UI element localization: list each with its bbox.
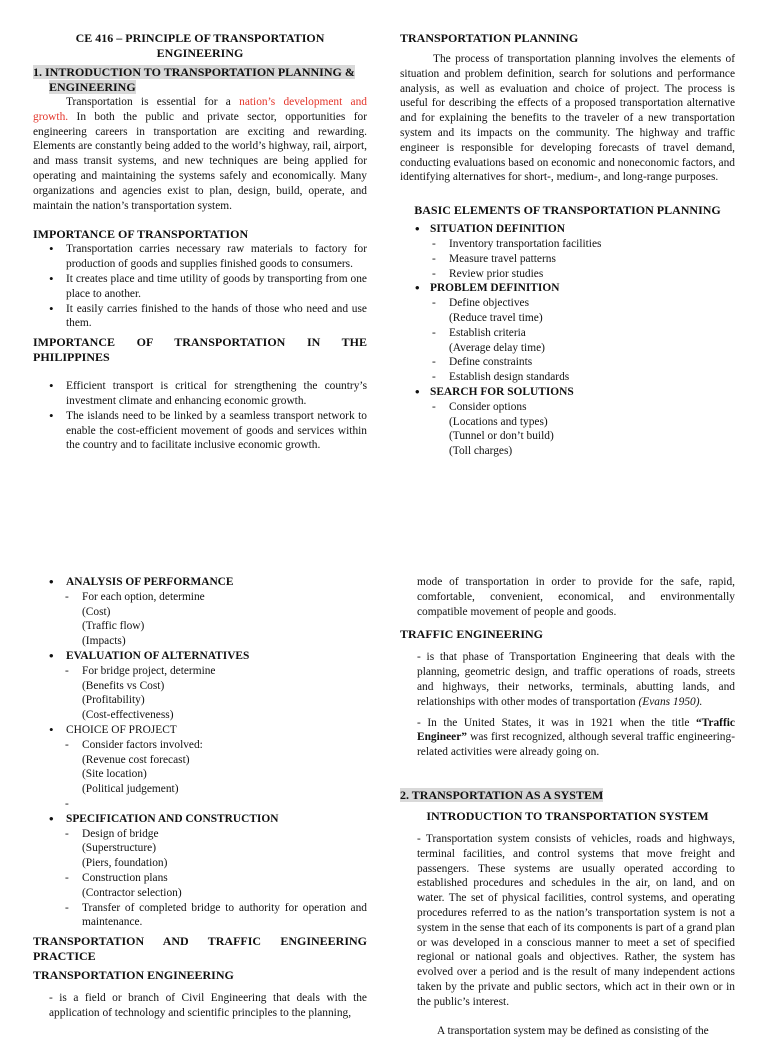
importance-list — [33, 242, 367, 331]
sub-note: (Piers, foundation) — [82, 857, 168, 870]
intro-text-start: Transportation is essential for a — [66, 96, 240, 108]
traffic-paragraph-1 — [400, 650, 735, 709]
list-item: - Transfer of completed bridge to authority for operation and maintenance. — [33, 901, 367, 931]
list-item: - Establish design standards — [400, 370, 735, 385]
search-sublist — [400, 400, 735, 415]
te-heading: TRANSPORTATION ENGINEERING — [33, 968, 234, 983]
column-bottom-left — [33, 575, 367, 1021]
ph-list — [33, 379, 367, 453]
basic-list — [400, 222, 735, 237]
traffic-definition: - is that phase of Transportation Engineering that deals with the planning, geometric design, and traffic operations of roads, streets and highways, their networks, terminals, abutting lands, and relationships with other modes of transportation — [417, 651, 735, 708]
sub-note: (Impacts) — [82, 635, 126, 648]
sub-note: (Profitability) — [82, 694, 145, 707]
list-item — [33, 797, 367, 812]
list-item: - Review prior studies — [400, 267, 735, 282]
empty-dash — [33, 797, 367, 812]
traffic-history-start: - In the United States, it was in 1921 when the title — [417, 716, 696, 729]
situation-sublist — [400, 237, 735, 281]
traffic-heading: TRAFFIC ENGINEERING — [400, 627, 544, 642]
definition-line: A transportation system may be defined as consisting of the — [437, 1024, 709, 1037]
search-item: • SEARCH FOR SOLUTIONS — [400, 385, 735, 400]
section1-heading — [33, 65, 367, 95]
traffic-engineer-title: “Traffic Engineer” — [417, 716, 735, 744]
ttep-heading: TRANSPORTATION AND TRAFFIC ENGINEERING PRACTICE — [33, 934, 367, 964]
sub-note: (Cost) — [82, 605, 111, 618]
list-item: • Efficient transport is critical for strengthening the country’s investment climate and enhancing economic growth. — [33, 379, 367, 409]
sub-note: (Traffic flow) — [82, 620, 145, 633]
section1-heading-text: 1. INTRODUCTION TO TRANSPORTATION PLANNING & ENGINEERING — [33, 65, 355, 94]
list-item: - Establish criteria — [400, 326, 735, 341]
sub-note: (Revenue cost forecast) — [82, 753, 190, 766]
sub-note: (Cost-effectiveness) — [82, 709, 174, 722]
intro-system-heading: INTRODUCTION TO TRANSPORTATION SYSTEM — [426, 808, 709, 823]
analysis-sublist — [33, 590, 367, 605]
problem-sublist-3 — [400, 355, 735, 385]
choice-list — [33, 723, 367, 738]
continued-paragraph: mode of transportation in order to provide for the safe, rapid, comfortable, convenient, economical, and environmentally compatible movement of people and goods. — [417, 576, 735, 618]
intro-text-end: In both the public and private sector, opportunities for engineering careers in transportation are exciting and rewarding. Elements are constantly being added to the world’s highway, rail, airport, and mass transit systems, and new techniques are being applied for operating and maintaining the systems safely and economically. Many organizations and agencies exist to plan, design, build, operate, and maintain the nation’s transportation system. — [33, 110, 367, 212]
spec-sublist — [33, 827, 367, 842]
traffic-history-end: was first recognized, although several traffic engineering-related activities were already going on. — [417, 731, 735, 759]
sub-note: (Benefits vs Cost) — [82, 679, 165, 692]
choice-item: • CHOICE OF PROJECT — [33, 723, 367, 738]
problem-sublist — [400, 296, 735, 311]
list-item: - Inventory transportation facilities — [400, 237, 735, 252]
list-item: - Measure travel patterns — [400, 252, 735, 267]
sub-note: (Toll charges) — [449, 445, 513, 458]
sub-note: (Political judgement) — [82, 783, 179, 796]
list-item: - Define objectives — [400, 296, 735, 311]
list-item: • It creates place and time utility of goods by transporting from one place to another. — [33, 272, 367, 302]
spec-sublist-3 — [33, 901, 367, 931]
intro-paragraph — [33, 95, 367, 213]
spec-sublist-2 — [33, 871, 367, 886]
list-item: - For each option, determine — [33, 590, 367, 605]
evaluation-item: • EVALUATION OF ALTERNATIVES — [33, 649, 367, 664]
evaluation-list — [33, 649, 367, 664]
traffic-paragraph-2 — [400, 716, 735, 760]
sub-note: (Locations and types) — [449, 415, 548, 428]
sub-note: (Site location) — [82, 768, 147, 781]
evaluation-sublist — [33, 664, 367, 679]
spec-list — [33, 812, 367, 827]
list-item: • The islands need to be linked by a seamless transport network to enable the cost-efficient movement of goods and services within the country and to facilitate inclusive economic growth. — [33, 409, 367, 453]
analysis-list — [33, 575, 367, 590]
basic-heading: BASIC ELEMENTS OF TRANSPORTATION PLANNING — [414, 203, 721, 218]
situation-item: • SITUATION DEFINITION — [400, 222, 735, 237]
spec-item: • SPECIFICATION AND CONSTRUCTION — [33, 812, 367, 827]
sub-note: (Tunnel or don’t build) — [449, 430, 554, 443]
problem-sublist-2 — [400, 326, 735, 341]
course-title: CE 416 – PRINCIPLE OF TRANSPORTATION ENGINEERING — [75, 31, 325, 60]
list-item: - Define constraints — [400, 355, 735, 370]
tp-heading: TRANSPORTATION PLANNING — [400, 31, 579, 45]
column-top-left — [33, 31, 367, 453]
choice-sublist — [33, 738, 367, 753]
list-item: • It easily carries finished to the hands of those who need and use them. — [33, 302, 367, 332]
list-item: - Construction plans — [33, 871, 367, 886]
intro-highlight: nation’s development and growth. — [33, 96, 367, 123]
column-bottom-right — [400, 575, 735, 1038]
problem-item: • PROBLEM DEFINITION — [400, 281, 735, 296]
te-paragraph: - is a field or branch of Civil Engineering that deals with the application of technology and scientific principles to the planning, — [49, 992, 367, 1019]
analysis-item: • ANALYSIS OF PERFORMANCE — [33, 575, 367, 590]
section2-heading — [400, 788, 735, 803]
sub-note: (Superstructure) — [82, 842, 157, 855]
section2-heading-text: 2. TRANSPORTATION AS A SYSTEM — [400, 787, 604, 802]
list-item: - Consider factors involved: — [33, 738, 367, 753]
sub-note: (Reduce travel time) — [449, 311, 543, 324]
ph-heading: IMPORTANCE OF TRANSPORTATION IN THE PHILIPPINES — [33, 335, 367, 365]
list-item: - For bridge project, determine — [33, 664, 367, 679]
list-item: - Consider options — [400, 400, 735, 415]
list-item: • Transportation carries necessary raw materials to factory for production of goods and supplies finished goods to consumers. — [33, 242, 367, 272]
list-item: - Design of bridge — [33, 827, 367, 842]
sub-note: (Contractor selection) — [82, 886, 182, 899]
tp-paragraph: The process of transportation planning involves the elements of situation and problem definition, search for solutions and performance analysis, as well as evaluation and choice of project. The process is useful for describing the effects of a proposed transportation alternative and for explaining the benefits to the traveler of a new transportation system and its impacts on the community. The highway and traffic engineer is responsible for developing forecasts of travel demand, conducting evaluations based on economic and noneconomic factors, and identifying alternatives for short-, medium-, and long-range purposes. — [400, 53, 735, 184]
importance-heading: IMPORTANCE OF TRANSPORTATION — [33, 227, 249, 242]
sub-note: (Average delay time) — [449, 341, 545, 354]
search-list — [400, 385, 735, 400]
problem-list — [400, 281, 735, 296]
column-top-right — [400, 31, 735, 459]
citation: (Evans 1950). — [638, 695, 703, 708]
system-paragraph: - Transportation system consists of vehicles, roads and highways, terminal facilities, and control systems that move freight and passengers. These systems are usually operated according to established procedures and schedules in the air, on land, and on water. The set of physical facilities, control systems, and operating procedures referred to as the nation’s transportation system is not a system in the sense that each of its components is part of a grand plan or was developed in a conscious manner to meet a set of specified regional or national goals and objectives. Rather, the system has evolved over a period and is the result of many independent actions taken by the private and public sectors, which act in their own or in the public’s interest. — [417, 832, 735, 1008]
